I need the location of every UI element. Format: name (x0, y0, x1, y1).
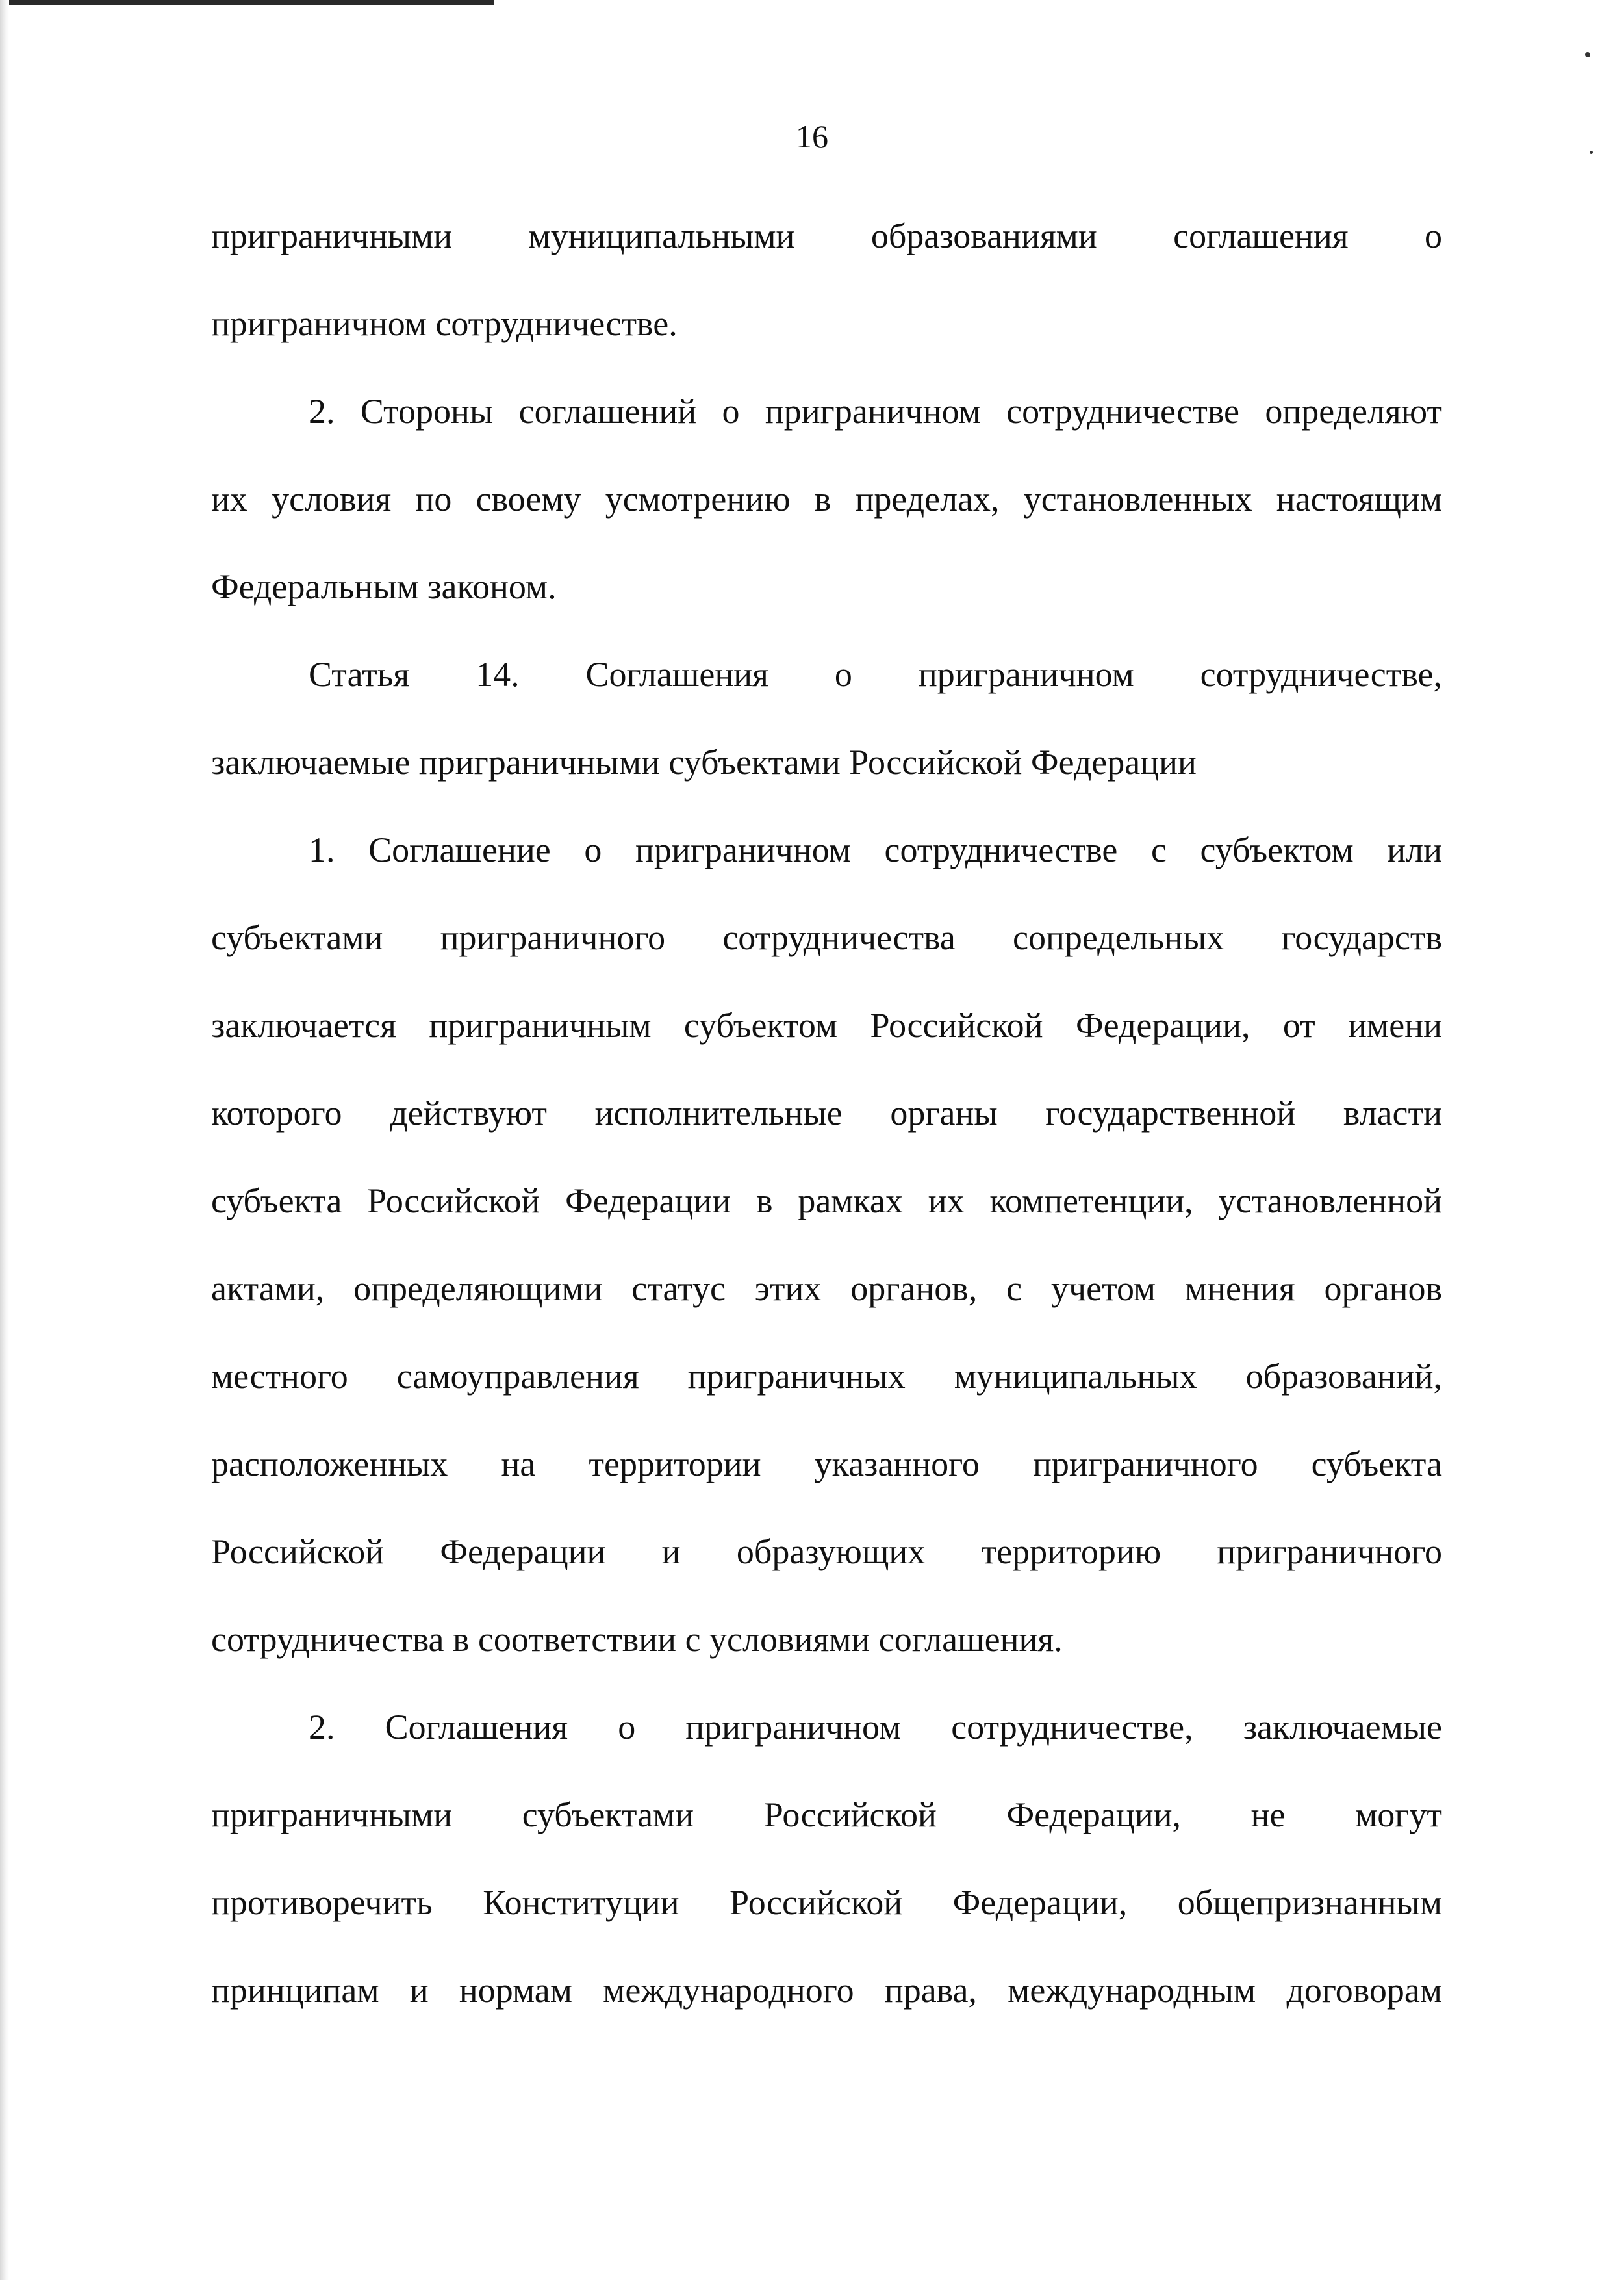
text-line: Статья 14. Соглашения о приграничном сотрудничестве, (309, 655, 1442, 694)
text-line: 1. Соглашение о приграничном сотрудничестве с субъектом или (309, 830, 1442, 869)
text-line: Российской Федерации и образующих территорию приграничного (211, 1532, 1442, 1571)
text-line: местного самоуправления приграничных муниципальных образований, (211, 1357, 1442, 1396)
document-text (211, 207, 1442, 2049)
scan-edge-left (0, 0, 9, 2280)
text-line: приграничными субъектами Российской Федерации, не могут (211, 1795, 1442, 1834)
text-line: приграничными муниципальными образованиями соглашения о (211, 216, 1442, 255)
text-line: субъекта Российской Федерации в рамках их компетенции, установленной (211, 1181, 1442, 1220)
text-line: актами, определяющими статус этих органов, с учетом мнения органов (211, 1269, 1442, 1308)
scan-edge-top (0, 0, 494, 5)
text-line: заключается приграничным субъектом Российской Федерации, от имени (211, 1006, 1442, 1045)
text-line: расположенных на территории указанного приграничного субъекта (211, 1444, 1442, 1483)
text-line: приграничном сотрудничестве. (211, 304, 678, 343)
text-line: Федеральным законом. (211, 567, 557, 606)
text-line: сотрудничества в соответствии с условиями соглашения. (211, 1620, 1063, 1659)
text-line: заключаемые приграничными субъектами Российской Федерации (211, 743, 1197, 782)
text-line: которого действуют исполнительные органы государственной власти (211, 1094, 1442, 1133)
scan-speck (1585, 52, 1590, 57)
page-number: 16 (796, 118, 828, 155)
text-line: принципам и нормам международного права, международным договорам (211, 1971, 1442, 2010)
text-line: субъектами приграничного сотрудничества сопредельных государств (211, 918, 1442, 957)
text-line: 2. Стороны соглашений о приграничном сотрудничестве определяют (309, 392, 1442, 431)
text-line: 2. Соглашения о приграничном сотрудничестве, заключаемые (309, 1708, 1442, 1747)
text-line: противоречить Конституции Российской Федерации, общепризнанным (211, 1883, 1442, 1922)
text-line: их условия по своему усмотрению в пределах, установленных настоящим (211, 480, 1442, 519)
